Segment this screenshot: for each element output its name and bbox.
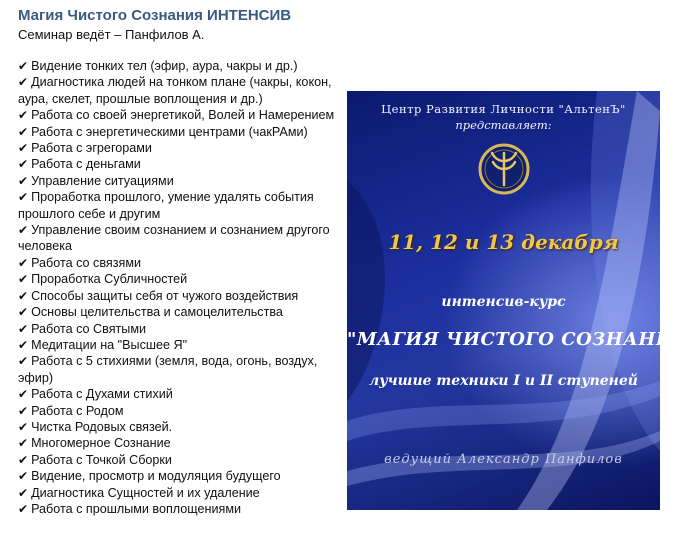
list-item-text: Работа с Точкой Сборки bbox=[31, 452, 172, 467]
list-item bbox=[18, 255, 338, 271]
list-item bbox=[18, 435, 338, 451]
list-item bbox=[18, 452, 338, 468]
checkmark-icon: ✔ bbox=[18, 403, 29, 418]
list-item bbox=[18, 337, 338, 353]
checkmark-icon: ✔ bbox=[18, 387, 29, 402]
checkmark-icon: ✔ bbox=[18, 419, 29, 434]
poster-presents: представляет: bbox=[455, 118, 552, 132]
checkmark-icon: ✔ bbox=[18, 452, 29, 467]
list-item bbox=[18, 124, 338, 140]
list-item-text: Проработка прошлого, умение удалять события прошлого себе и другим bbox=[18, 190, 314, 221]
list-item-text: Диагностика Сущностей и их удаление bbox=[31, 485, 260, 500]
list-item-text: Видение тонких тел (эфир, аура, чакры и др.) bbox=[31, 59, 298, 73]
checkmark-icon: ✔ bbox=[18, 354, 29, 369]
checkmark-icon: ✔ bbox=[18, 190, 29, 205]
event-poster bbox=[347, 91, 700, 510]
list-item bbox=[18, 189, 338, 222]
list-item bbox=[18, 468, 338, 484]
list-item-text: Способы защиты себя от чужого воздействия bbox=[31, 288, 299, 303]
poster-dates: 11, 12 и 13 декабря bbox=[388, 230, 619, 254]
checkmark-icon: ✔ bbox=[18, 501, 29, 516]
checkmark-icon: ✔ bbox=[18, 173, 29, 188]
list-item-text: Работа с прошлыми воплощениями bbox=[31, 501, 242, 516]
list-item-text: Работа с эгрегорами bbox=[31, 141, 152, 156]
checkmark-icon: ✔ bbox=[18, 272, 29, 287]
list-item-text: Работа со Святыми bbox=[31, 321, 147, 336]
checkmark-icon: ✔ bbox=[18, 305, 29, 320]
checkmark-icon: ✔ bbox=[18, 75, 29, 90]
checkmark-icon: ✔ bbox=[18, 255, 29, 270]
checkmark-icon: ✔ bbox=[18, 223, 29, 238]
list-item-text: Работа со своей энергетикой, Волей и Намерением bbox=[31, 108, 335, 123]
page-title: Магия Чистого Сознания ИНТЕНСИВ bbox=[18, 7, 292, 24]
list-item bbox=[18, 173, 338, 189]
list-item-text: Работа с Родом bbox=[31, 403, 124, 418]
list-item bbox=[18, 419, 338, 435]
list-item-text: Управление ситуациями bbox=[31, 173, 174, 188]
list-item-text: Работа с деньгами bbox=[31, 157, 141, 172]
list-item bbox=[18, 403, 338, 419]
list-item-text: Работа со связями bbox=[31, 255, 142, 270]
list-item-text: Медитации на "Высшее Я" bbox=[31, 337, 188, 352]
list-item-text: Работа с Духами стихий bbox=[31, 387, 173, 402]
checkmark-icon: ✔ bbox=[18, 141, 29, 156]
checkmark-icon: ✔ bbox=[18, 288, 29, 303]
list-item bbox=[18, 321, 338, 337]
list-item bbox=[18, 140, 338, 156]
checkmark-icon: ✔ bbox=[18, 321, 29, 336]
feature-list bbox=[18, 58, 338, 517]
checkmark-icon: ✔ bbox=[18, 124, 29, 139]
list-item bbox=[18, 353, 338, 386]
poster-course-type: интенсив-курс bbox=[441, 294, 566, 310]
checkmark-icon: ✔ bbox=[18, 469, 29, 484]
checkmark-icon: ✔ bbox=[18, 485, 29, 500]
list-item bbox=[18, 288, 338, 304]
checkmark-icon: ✔ bbox=[18, 436, 29, 451]
poster-course-name: "МАГИЯ ЧИСТОГО СОЗНАНИЯ" bbox=[347, 329, 700, 350]
list-item bbox=[18, 58, 338, 74]
poster-organizer: Центр Развития Личности "АльтенЪ" bbox=[381, 102, 626, 116]
logo-emblem-icon bbox=[478, 143, 530, 195]
checkmark-icon: ✔ bbox=[18, 337, 29, 352]
checkmark-icon: ✔ bbox=[18, 157, 29, 172]
list-item bbox=[18, 485, 338, 501]
checkmark-icon: ✔ bbox=[18, 108, 29, 123]
list-item-text: Основы целительства и самоцелительства bbox=[31, 305, 283, 320]
seminar-host-line: Семинар ведёт – Панфилов А. bbox=[18, 27, 205, 42]
list-item-text: Многомерное Сознание bbox=[31, 436, 171, 451]
list-item bbox=[18, 304, 338, 320]
list-item bbox=[18, 156, 338, 172]
list-item bbox=[18, 501, 338, 517]
list-item-text: Чистка Родовых связей. bbox=[31, 419, 173, 434]
list-item-text: Управление своим сознанием и сознанием другого человека bbox=[18, 223, 330, 254]
list-item-text: Диагностика людей на тонком плане (чакры, кокон, аура, скелет, прошлые воплощения и др.) bbox=[18, 75, 332, 106]
list-item bbox=[18, 74, 338, 107]
list-item bbox=[18, 271, 338, 287]
list-item bbox=[18, 107, 338, 123]
list-item bbox=[18, 386, 338, 402]
list-item bbox=[18, 222, 338, 255]
list-item-text: Видение, просмотр и модуляция будущего bbox=[31, 469, 281, 484]
poster-host: ведущий Александр Панфилов bbox=[384, 452, 623, 467]
list-item-text: Работа с 5 стихиями (земля, вода, огонь, воздух, эфир) bbox=[18, 354, 318, 385]
list-item-text: Проработка Субличностей bbox=[31, 272, 188, 287]
checkmark-icon: ✔ bbox=[18, 59, 29, 73]
poster-techniques: лучшие техники I и II ступеней bbox=[369, 373, 638, 389]
list-item-text: Работа с энергетическими центрами (чакРАми) bbox=[31, 124, 308, 139]
